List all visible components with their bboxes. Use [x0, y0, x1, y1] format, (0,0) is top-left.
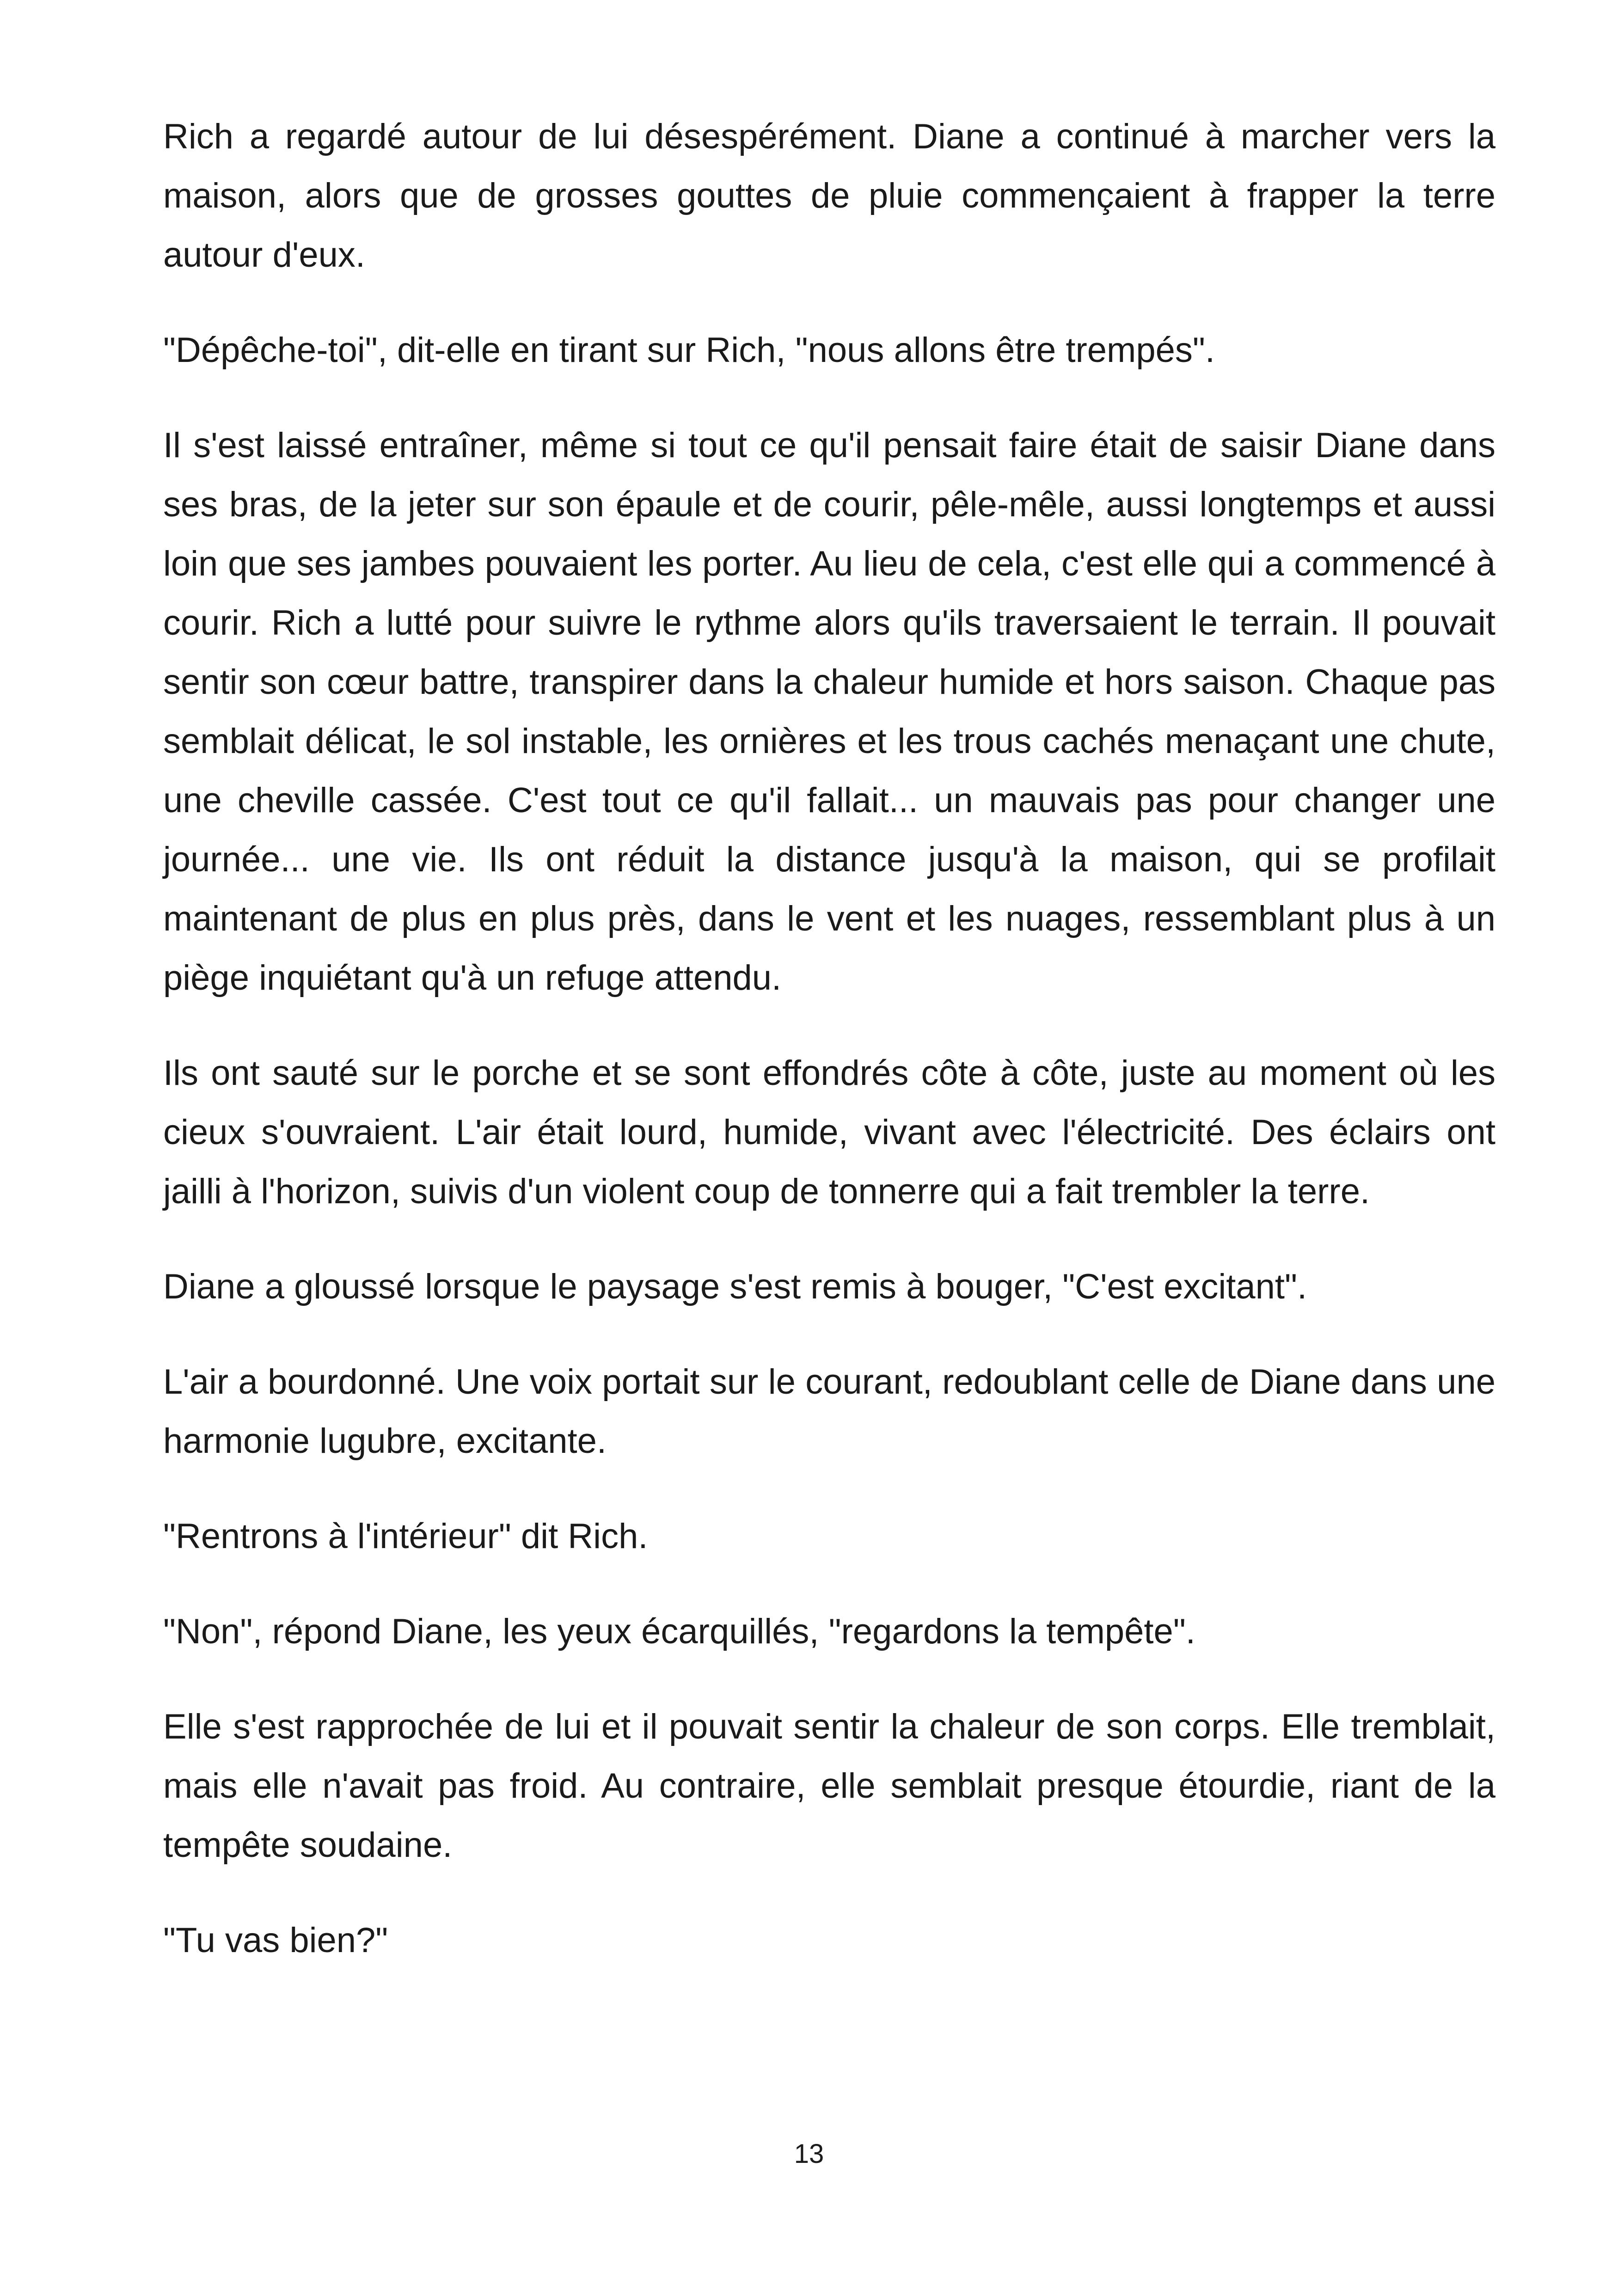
paragraph: Diane a gloussé lorsque le paysage s'est remis à bouger, "C'est excitant". — [163, 1267, 1307, 1306]
paragraph: Elle s'est rapprochée de lui et il pouvait sentir la chaleur de son corps. Elle tremblait, mais elle n'avait pas froid. Au contraire, elle semblait presque étourdie, riant de la tempête soudaine. — [163, 1707, 1495, 1865]
paragraph: "Non", répond Diane, les yeux écarquillés, "regardons la tempête". — [163, 1612, 1195, 1651]
paragraph: L'air a bourdonné. Une voix portait sur le courant, redoublant celle de Diane dans une harmonie lugubre, excitante. — [163, 1362, 1495, 1461]
paragraph: "Rentrons à l'intérieur" dit Rich. — [163, 1517, 648, 1556]
paragraph: Il s'est laissé entraîner, même si tout ce qu'il pensait faire était de saisir Diane dans ses bras, de la jeter sur son épaule et de courir, pêle-mêle, aussi longtemps et aussi loin que ses jambes pouvaient les porter. Au lieu de cela, c'est elle qui a commencé à courir. Rich a lutté pour suivre le rythme alors qu'ils traversaient le terrain. Il pouvait sentir son cœur battre, transpirer dans la chaleur humide et hors saison. Chaque pas semblait délicat, le sol instable, les ornières et les trous cachés menaçant une chute, une cheville cassée. C'est tout ce qu'il fallait... un mauvais pas pour changer une journée... une vie. Ils ont réduit la distance jusqu'à la maison, qui se profilait maintenant de plus en plus près, dans le vent et les nuages, ressemblant plus à un piège inquiétant qu'à un refuge attendu. — [163, 426, 1495, 998]
body-text — [163, 107, 1495, 1970]
paragraph: "Dépêche-toi", dit-elle en tirant sur Rich, "nous allons être trempés". — [163, 331, 1215, 370]
paragraph: Rich a regardé autour de lui désespérément. Diane a continué à marcher vers la maison, alors que de grosses gouttes de pluie commençaient à frapper la terre autour d'eux. — [163, 117, 1495, 275]
paragraph: "Tu vas bien?" — [163, 1921, 388, 1960]
page-number: 13 — [794, 2139, 824, 2169]
paragraph: Ils ont sauté sur le porche et se sont effondrés côte à côte, juste au moment où les cieux s'ouvraient. L'air était lourd, humide, vivant avec l'électricité. Des éclairs ont jailli à l'horizon, suivis d'un violent coup de tonnerre qui a fait trembler la terre. — [163, 1053, 1495, 1211]
